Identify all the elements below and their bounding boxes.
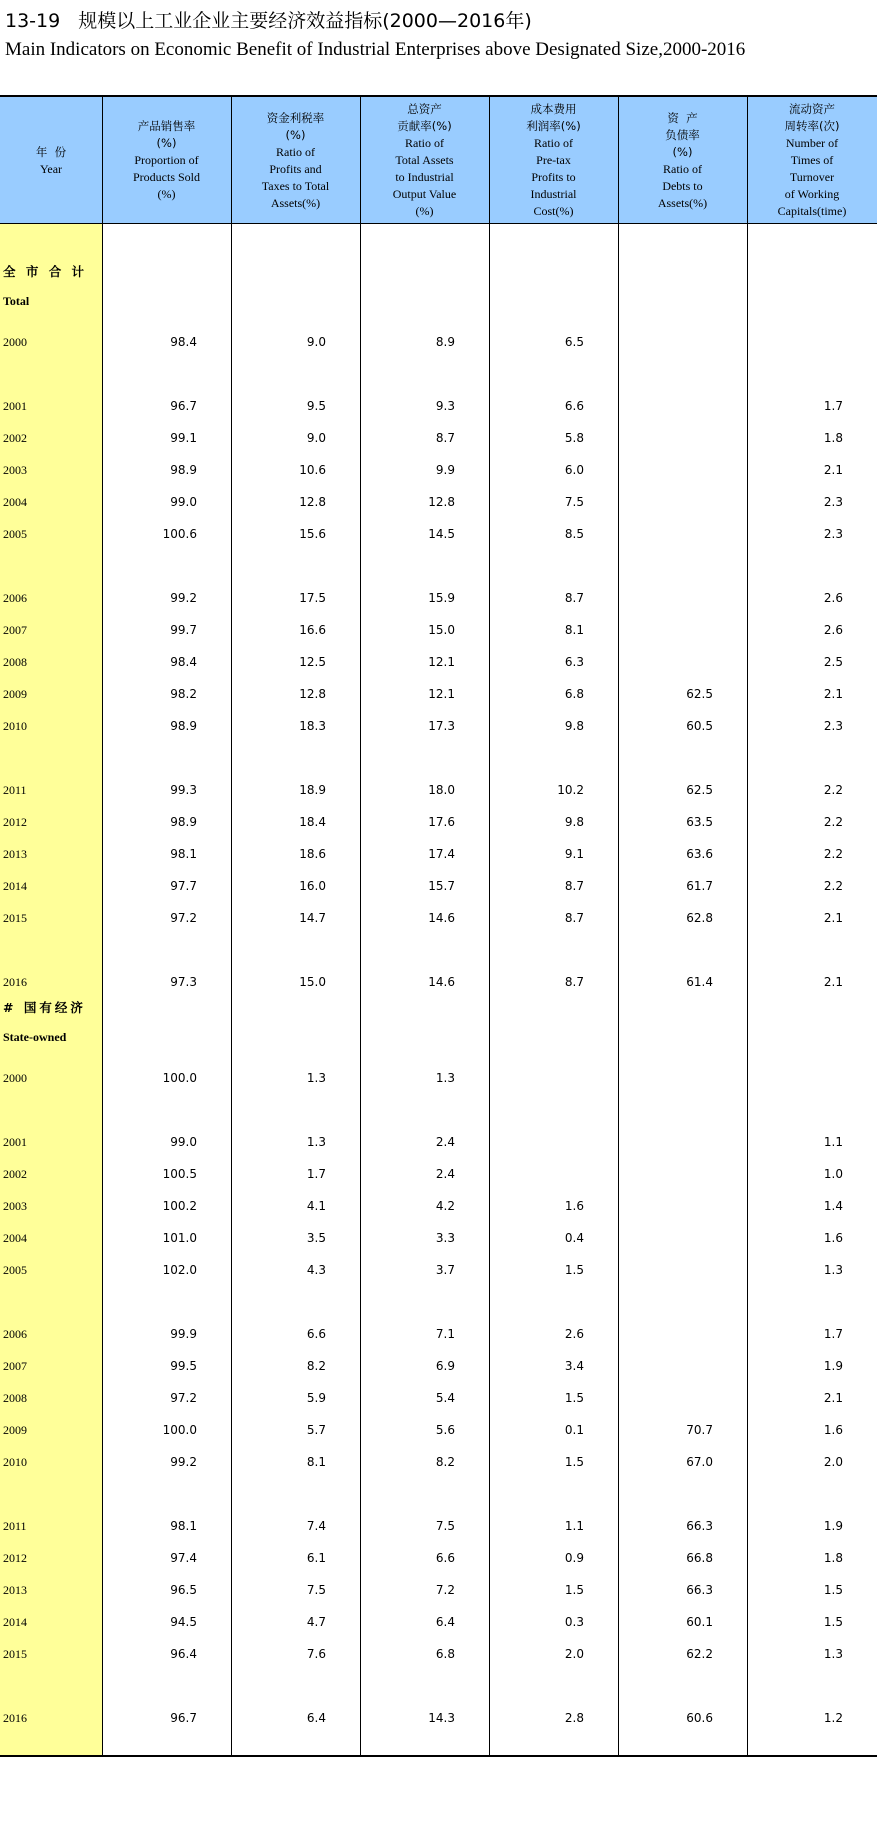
value-cell: 10.2 [557, 783, 584, 797]
year-cell: 2002 [3, 1167, 27, 1181]
year-cell: 2004 [3, 495, 27, 509]
year-cell: 2006 [3, 591, 27, 605]
value-cell: 98.9 [170, 815, 197, 829]
value-cell: 1.1 [564, 1519, 584, 1533]
value-cell: 99.3 [170, 783, 197, 797]
year-cell: 2011 [3, 783, 27, 797]
year-cell: 2001 [3, 399, 27, 413]
value-cell: 9.8 [564, 719, 584, 733]
value-cell: 1.3 [435, 1071, 455, 1085]
value-cell: 0.4 [564, 1231, 584, 1245]
value-cell: 8.7 [435, 431, 455, 445]
table-row [0, 1639, 877, 1671]
column-header-cn: 资 产 负债率 (%) [665, 110, 700, 159]
value-cell: 12.8 [299, 687, 326, 701]
value-cell: 1.5 [564, 1391, 584, 1405]
column-divider [489, 97, 490, 1755]
value-cell: 2.5 [823, 655, 843, 669]
value-cell: 15.0 [299, 975, 326, 989]
value-cell: 2.2 [823, 783, 843, 797]
value-cell: 6.6 [564, 399, 584, 413]
value-cell: 99.1 [170, 431, 197, 445]
value-cell: 99.5 [170, 1359, 197, 1373]
column-header [102, 97, 231, 224]
value-cell: 1.2 [823, 1711, 843, 1725]
value-cell: 0.9 [564, 1551, 584, 1565]
value-cell: 61.4 [686, 975, 713, 989]
value-cell: 99.7 [170, 623, 197, 637]
value-cell: 66.3 [686, 1583, 713, 1597]
table-title-cn-text: 规模以上工业企业主要经济效益指标(2000—2016年) [78, 10, 532, 32]
table-row [0, 1415, 877, 1447]
value-cell: 9.0 [306, 335, 326, 349]
year-cell: 2011 [3, 1519, 27, 1533]
column-header-en: Ratio of Debts to Assets(%) [657, 161, 708, 210]
value-cell: 1.3 [306, 1135, 326, 1149]
value-cell: 97.2 [170, 911, 197, 925]
column-header [231, 97, 360, 224]
value-cell: 1.3 [823, 1647, 843, 1661]
value-cell: 12.5 [299, 655, 326, 669]
value-cell: 9.1 [564, 847, 584, 861]
value-cell: 9.3 [435, 399, 455, 413]
value-cell: 1.6 [564, 1199, 584, 1213]
value-cell: 1.8 [823, 1551, 843, 1565]
table-row [0, 1575, 877, 1607]
value-cell: 18.4 [299, 815, 326, 829]
table-row [0, 1351, 877, 1383]
table-row [0, 647, 877, 679]
value-cell: 12.8 [299, 495, 326, 509]
value-cell: 1.8 [823, 431, 843, 445]
value-cell: 16.0 [299, 879, 326, 893]
year-cell: 2009 [3, 1423, 27, 1437]
value-cell: 1.5 [564, 1263, 584, 1277]
value-cell: 3.3 [435, 1231, 455, 1245]
value-cell: 100.5 [162, 1167, 197, 1181]
year-cell: 2000 [3, 1071, 27, 1085]
column-header-en: Ratio of Pre-tax Profits to Industrial Cost(%) [530, 136, 577, 218]
value-cell: 99.2 [170, 1455, 197, 1469]
value-cell: 1.9 [823, 1359, 843, 1373]
value-cell: 2.4 [435, 1167, 455, 1181]
value-cell: 60.6 [686, 1711, 713, 1725]
value-cell: 6.0 [564, 463, 584, 477]
value-cell: 7.6 [306, 1647, 326, 1661]
column-header [747, 97, 877, 224]
value-cell: 16.6 [299, 623, 326, 637]
value-cell: 1.4 [823, 1199, 843, 1213]
value-cell: 2.2 [823, 847, 843, 861]
value-cell: 8.2 [306, 1359, 326, 1373]
value-cell: 7.5 [306, 1583, 326, 1597]
value-cell: 2.6 [564, 1327, 584, 1341]
year-cell: 2006 [3, 1327, 27, 1341]
column-divider [618, 97, 619, 1755]
value-cell: 70.7 [686, 1423, 713, 1437]
column-header-en: Ratio of Total Assets to Industrial Output Value (%) [392, 136, 457, 218]
value-cell: 9.8 [564, 815, 584, 829]
table-row [0, 903, 877, 935]
year-cell: 2005 [3, 527, 27, 541]
value-cell: 6.6 [306, 1327, 326, 1341]
column-divider [747, 97, 748, 1755]
value-cell: 7.5 [435, 1519, 455, 1533]
value-cell: 1.6 [823, 1231, 843, 1245]
value-cell: 6.5 [564, 335, 584, 349]
value-cell: 1.5 [823, 1615, 843, 1629]
value-cell: 98.4 [170, 335, 197, 349]
value-cell: 101.0 [162, 1231, 197, 1245]
year-cell: 2015 [3, 911, 27, 925]
year-cell: 2015 [3, 1647, 27, 1661]
year-cell: 2010 [3, 719, 27, 733]
table-row [0, 423, 877, 455]
value-cell: 2.1 [823, 687, 843, 701]
year-cell: 2005 [3, 1263, 27, 1277]
table-row [0, 615, 877, 647]
value-cell: 5.8 [564, 431, 584, 445]
table-row [0, 1191, 877, 1223]
value-cell: 2.6 [823, 591, 843, 605]
year-cell: 2013 [3, 847, 27, 861]
value-cell: 14.6 [428, 911, 455, 925]
value-cell: 96.7 [170, 399, 197, 413]
value-cell: 100.2 [162, 1199, 197, 1213]
value-cell: 99.0 [170, 1135, 197, 1149]
column-header [0, 97, 102, 224]
value-cell: 4.7 [306, 1615, 326, 1629]
value-cell: 1.5 [564, 1583, 584, 1597]
table-row [0, 775, 877, 807]
column-divider [360, 97, 361, 1755]
value-cell: 8.2 [435, 1455, 455, 1469]
value-cell: 1.7 [306, 1167, 326, 1181]
value-cell: 9.9 [435, 463, 455, 477]
table-row [0, 1511, 877, 1543]
value-cell: 1.7 [823, 1327, 843, 1341]
column-header-en: Ratio of Profits and Taxes to Total Assets(%) [261, 144, 330, 210]
table-row [0, 1447, 877, 1479]
year-cell: 2007 [3, 623, 27, 637]
table-row [0, 519, 877, 551]
value-cell: 1.5 [564, 1455, 584, 1469]
column-header-cn: 年 份 [35, 144, 67, 159]
table-row [0, 391, 877, 423]
value-cell: 66.8 [686, 1551, 713, 1565]
value-cell: 2.0 [823, 1455, 843, 1469]
value-cell: 97.7 [170, 879, 197, 893]
value-cell: 1.1 [823, 1135, 843, 1149]
column-header [618, 97, 747, 224]
column-header-en: Proportion of Products Sold (%) [132, 153, 200, 201]
value-cell: 6.4 [435, 1615, 455, 1629]
value-cell: 62.8 [686, 911, 713, 925]
value-cell: 14.3 [428, 1711, 455, 1725]
column-header-cn: 产品销售率 (%) [137, 119, 196, 150]
value-cell: 15.7 [428, 879, 455, 893]
year-cell: 2002 [3, 431, 27, 445]
column-header-cn: 总资产 贡献率(%) [397, 102, 452, 133]
value-cell: 6.1 [306, 1551, 326, 1565]
table-row [0, 1255, 877, 1287]
value-cell: 98.1 [170, 847, 197, 861]
value-cell: 4.2 [435, 1199, 455, 1213]
value-cell: 1.0 [823, 1167, 843, 1181]
table-title-en: Main Indicators on Economic Benefit of Industrial Enterprises above Designated Size,2000-2016 [5, 39, 746, 60]
value-cell: 61.7 [686, 879, 713, 893]
value-cell: 6.4 [306, 1711, 326, 1725]
year-cell: 2008 [3, 1391, 27, 1405]
column-header-cn: 流动资产 周转率(次) [784, 102, 840, 133]
value-cell: 12.8 [428, 495, 455, 509]
value-cell: 9.5 [306, 399, 326, 413]
table-row [0, 871, 877, 903]
value-cell: 6.3 [564, 655, 584, 669]
value-cell: 8.7 [564, 975, 584, 989]
table-title-cn [5, 6, 532, 33]
column-divider [102, 97, 103, 1755]
value-cell: 18.3 [299, 719, 326, 733]
value-cell: 0.1 [564, 1423, 584, 1437]
table-row [0, 1319, 877, 1351]
value-cell: 3.7 [435, 1263, 455, 1277]
value-cell: 98.9 [170, 463, 197, 477]
table-row [0, 1127, 877, 1159]
value-cell: 8.5 [564, 527, 584, 541]
value-cell: 67.0 [686, 1455, 713, 1469]
year-cell: 2003 [3, 1199, 27, 1213]
value-cell: 15.9 [428, 591, 455, 605]
value-cell: 7.1 [435, 1327, 455, 1341]
value-cell: 6.8 [564, 687, 584, 701]
value-cell: 9.0 [306, 431, 326, 445]
value-cell: 98.2 [170, 687, 197, 701]
value-cell: 1.3 [823, 1263, 843, 1277]
value-cell: 12.1 [428, 687, 455, 701]
value-cell: 5.4 [435, 1391, 455, 1405]
table-row [0, 327, 877, 359]
table-row [0, 839, 877, 871]
value-cell: 14.7 [299, 911, 326, 925]
column-header-en: Year [39, 161, 63, 176]
value-cell: 5.6 [435, 1423, 455, 1437]
value-cell: 3.4 [564, 1359, 584, 1373]
value-cell: 15.0 [428, 623, 455, 637]
value-cell: 8.1 [306, 1455, 326, 1469]
value-cell: 100.0 [162, 1423, 197, 1437]
value-cell: 2.1 [823, 911, 843, 925]
value-cell: 2.6 [823, 623, 843, 637]
value-cell: 17.4 [428, 847, 455, 861]
value-cell: 2.4 [435, 1135, 455, 1149]
value-cell: 99.0 [170, 495, 197, 509]
value-cell: 1.7 [823, 399, 843, 413]
value-cell: 62.5 [686, 783, 713, 797]
value-cell: 100.6 [162, 527, 197, 541]
value-cell: 97.4 [170, 1551, 197, 1565]
value-cell: 2.1 [823, 1391, 843, 1405]
value-cell: 4.3 [306, 1263, 326, 1277]
value-cell: 18.0 [428, 783, 455, 797]
value-cell: 1.6 [823, 1423, 843, 1437]
year-cell: 2012 [3, 815, 27, 829]
year-cell: 2001 [3, 1135, 27, 1149]
section-label-en: Total [3, 294, 30, 308]
data-table [0, 95, 877, 1757]
value-cell: 14.6 [428, 975, 455, 989]
year-cell: 2012 [3, 1551, 27, 1565]
column-header-cn: 成本费用 利润率(%) [526, 102, 581, 133]
value-cell: 98.9 [170, 719, 197, 733]
value-cell: 7.5 [564, 495, 584, 509]
value-cell: 99.9 [170, 1327, 197, 1341]
value-cell: 17.6 [428, 815, 455, 829]
value-cell: 8.9 [435, 335, 455, 349]
year-cell: 2004 [3, 1231, 27, 1245]
value-cell: 2.1 [823, 975, 843, 989]
value-cell: 98.1 [170, 1519, 197, 1533]
table-row [0, 1159, 877, 1191]
value-cell: 8.7 [564, 591, 584, 605]
value-cell: 1.9 [823, 1519, 843, 1533]
section-label-en: State-owned [3, 1030, 67, 1044]
value-cell: 1.3 [306, 1071, 326, 1085]
value-cell: 0.3 [564, 1615, 584, 1629]
value-cell: 4.1 [306, 1199, 326, 1213]
value-cell: 66.3 [686, 1519, 713, 1533]
value-cell: 14.5 [428, 527, 455, 541]
value-cell: 96.4 [170, 1647, 197, 1661]
year-cell: 2009 [3, 687, 27, 701]
value-cell: 10.6 [299, 463, 326, 477]
value-cell: 99.2 [170, 591, 197, 605]
value-cell: 60.1 [686, 1615, 713, 1629]
year-cell: 2016 [3, 975, 27, 989]
value-cell: 8.1 [564, 623, 584, 637]
column-header-cn: 资金利税率 (%) [266, 110, 325, 142]
table-row [0, 1543, 877, 1575]
table-row [0, 487, 877, 519]
value-cell: 8.7 [564, 879, 584, 893]
table-row [0, 711, 877, 743]
table-row [0, 679, 877, 711]
table-row [0, 807, 877, 839]
year-cell: 2010 [3, 1455, 27, 1469]
table-row [0, 583, 877, 615]
value-cell: 62.5 [686, 687, 713, 701]
value-cell: 5.7 [306, 1423, 326, 1437]
value-cell: 15.6 [299, 527, 326, 541]
value-cell: 8.7 [564, 911, 584, 925]
value-cell: 96.5 [170, 1583, 197, 1597]
value-cell: 7.2 [435, 1583, 455, 1597]
table-row [0, 967, 877, 999]
value-cell: 5.9 [306, 1391, 326, 1405]
value-cell: 3.5 [306, 1231, 326, 1245]
value-cell: 94.5 [170, 1615, 197, 1629]
value-cell: 2.3 [823, 719, 843, 733]
year-cell: 2007 [3, 1359, 27, 1373]
value-cell: 2.2 [823, 879, 843, 893]
table-row [0, 1703, 877, 1735]
value-cell: 100.0 [162, 1071, 197, 1085]
value-cell: 2.3 [823, 527, 843, 541]
value-cell: 98.4 [170, 655, 197, 669]
value-cell: 18.9 [299, 783, 326, 797]
value-cell: 63.6 [686, 847, 713, 861]
value-cell: 17.3 [428, 719, 455, 733]
table-number: 13-19 [5, 10, 61, 32]
year-cell: 2014 [3, 879, 27, 893]
year-cell: 2000 [3, 335, 27, 349]
value-cell: 96.7 [170, 1711, 197, 1725]
value-cell: 6.8 [435, 1647, 455, 1661]
year-cell: 2003 [3, 463, 27, 477]
value-cell: 6.6 [435, 1551, 455, 1565]
section-label-cn: 全 市 合 计 [3, 264, 88, 279]
year-cell: 2016 [3, 1711, 27, 1725]
column-divider [231, 97, 232, 1755]
value-cell: 102.0 [162, 1263, 197, 1277]
column-header [489, 97, 618, 224]
value-cell: 2.0 [564, 1647, 584, 1661]
value-cell: 2.3 [823, 495, 843, 509]
value-cell: 97.3 [170, 975, 197, 989]
value-cell: 2.8 [564, 1711, 584, 1725]
table-row [0, 1383, 877, 1415]
value-cell: 62.2 [686, 1647, 713, 1661]
value-cell: 2.1 [823, 463, 843, 477]
value-cell: 7.4 [306, 1519, 326, 1533]
value-cell: 63.5 [686, 815, 713, 829]
section-label-cn: # 国有经济 [3, 1000, 86, 1015]
value-cell: 6.9 [435, 1359, 455, 1373]
table-row [0, 1063, 877, 1095]
table-row [0, 1607, 877, 1639]
value-cell: 18.6 [299, 847, 326, 861]
year-cell: 2014 [3, 1615, 27, 1629]
value-cell: 60.5 [686, 719, 713, 733]
value-cell: 17.5 [299, 591, 326, 605]
column-header [360, 97, 489, 224]
year-cell: 2013 [3, 1583, 27, 1597]
year-cell: 2008 [3, 655, 27, 669]
column-header-en: Number of Times of Turnover of Working Capitals(time) [777, 136, 847, 218]
value-cell: 97.2 [170, 1391, 197, 1405]
value-cell: 12.1 [428, 655, 455, 669]
value-cell: 2.2 [823, 815, 843, 829]
value-cell: 1.5 [823, 1583, 843, 1597]
table-row [0, 1223, 877, 1255]
table-row [0, 455, 877, 487]
